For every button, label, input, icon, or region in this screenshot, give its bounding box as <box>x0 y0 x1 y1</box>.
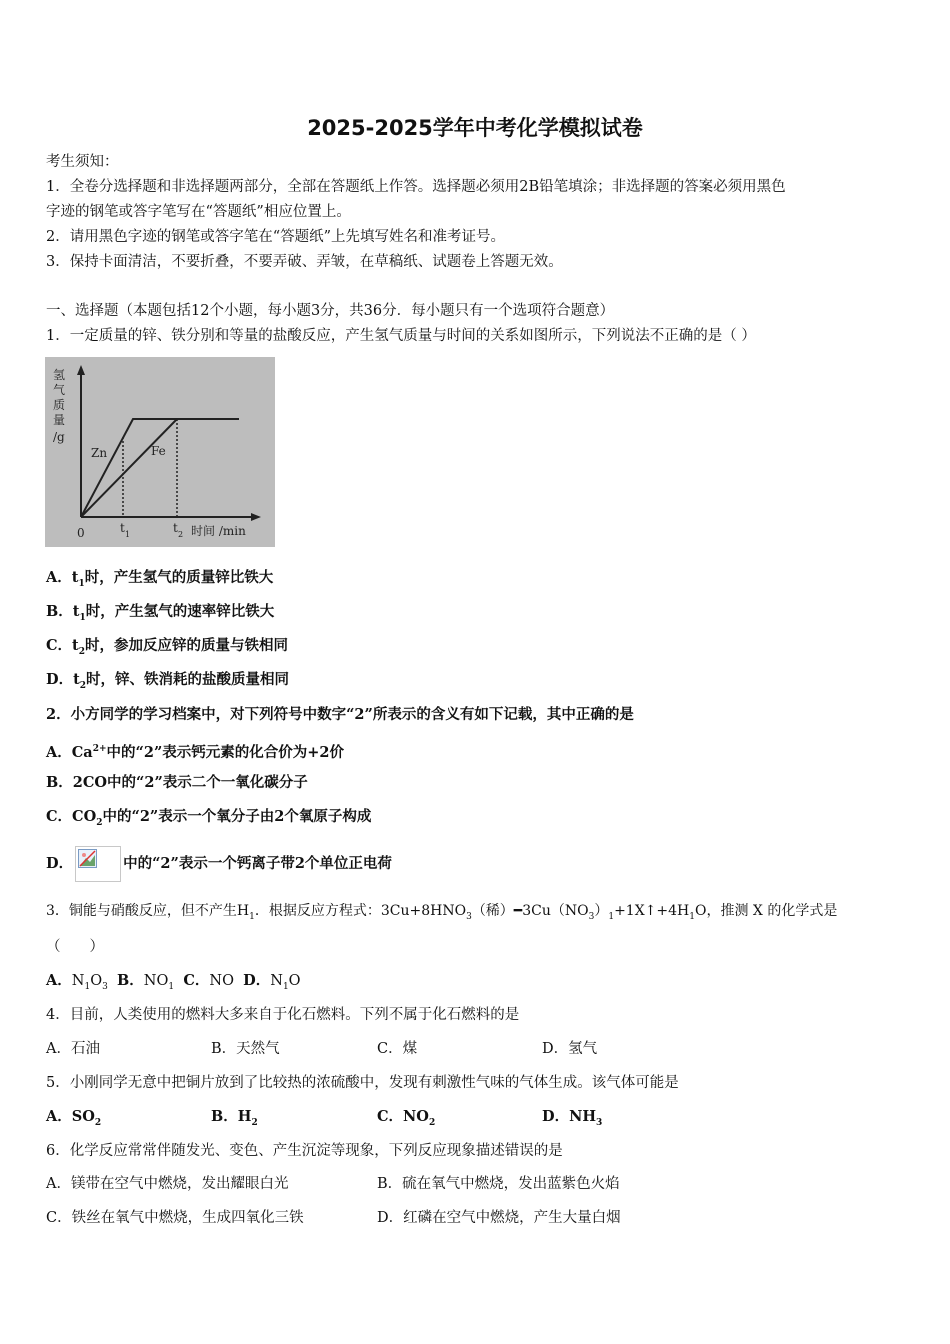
option-superscript: 2+ <box>92 744 107 754</box>
fe-curve <box>81 419 177 517</box>
notice-item: 2．请用黑色字迹的钢笔或答字笔在“答题纸”上先填写姓名和准考证号。 <box>46 229 506 245</box>
option-formula: N <box>71 973 85 989</box>
option-letter: A． <box>46 743 72 761</box>
option <box>377 1107 542 1133</box>
option-formula: O <box>288 973 301 989</box>
q2-option-c <box>46 807 371 833</box>
option: D．红磷在空气中燃烧，产生大量白烟 <box>377 1210 621 1226</box>
broken-image-icon <box>75 846 121 882</box>
option-letter: C． <box>377 1108 404 1125</box>
question-3-stem <box>46 901 837 927</box>
y-axis-label-char: 氢 <box>53 368 66 382</box>
question-2-stem: 2．小方同学的学习档案中，对下列符号中数字“2”所表示的含义有如下记载，其中正确的是 <box>46 706 634 723</box>
option-symbol: t <box>73 671 80 688</box>
option-formula: N <box>270 973 283 989</box>
fe-label: Fe <box>151 444 166 458</box>
t1-label: t <box>120 521 125 535</box>
t2-label: t <box>173 521 178 535</box>
notice-item: 字迹的钢笔或答字笔写在“答题纸”相应位置上。 <box>46 204 351 220</box>
option-letter: B． <box>46 603 73 620</box>
option-letter: D． <box>243 972 271 989</box>
stem-subscript: 1 <box>249 911 255 922</box>
image-placeholder-icon <box>78 849 98 869</box>
stem-part: ） <box>594 903 609 919</box>
stem-part: （稀）━3Cu（NO <box>471 903 589 919</box>
q1-option-d <box>46 670 289 696</box>
question-5-stem: 5．小刚同学无意中把铜片放到了比较热的浓硫酸中，发现有刺激性气味的气体生成。该气体可能是 <box>46 1075 679 1091</box>
option-formula: NO <box>403 1108 429 1125</box>
origin-label: 0 <box>77 526 85 540</box>
option: B．硫在氧气中燃烧，发出蓝紫色火焰 <box>377 1176 620 1192</box>
option-formula: O <box>90 973 103 989</box>
option-text: 中的“2”表示钙元素的化合价为+2价 <box>106 743 345 761</box>
option-text: 中的“2”表示一个氧分子由2个氧原子构成 <box>102 808 372 825</box>
option-text: 中的“2”表示一个钙离子带2个单位正电荷 <box>123 855 392 872</box>
y-axis-arrow-icon <box>77 365 85 375</box>
q1-option-c <box>46 636 288 662</box>
option-subscript: 1 <box>84 981 91 992</box>
option: B．天然气 <box>211 1041 280 1057</box>
option-subscript: 2 <box>94 1117 102 1128</box>
option-text: 时，产生氢气的速率锌比铁大 <box>85 603 275 620</box>
t1-subscript: 1 <box>125 530 131 539</box>
stem-subscript: 1 <box>608 911 615 922</box>
option-symbol: t <box>72 603 80 620</box>
option-subscript: 3 <box>596 1117 603 1128</box>
t2-subscript: 2 <box>178 530 184 539</box>
q5-options <box>46 1107 602 1133</box>
option-letter: B． <box>211 1108 238 1125</box>
x-axis-label: 时间 /min <box>191 524 246 538</box>
stem-subscript: 3 <box>466 911 472 922</box>
q1-option-a <box>46 568 273 594</box>
option-letter: C． <box>46 637 73 654</box>
option: A．石油 <box>46 1041 100 1057</box>
section-heading: 一、选择题（本题包括12个小题，每小题3分，共36分．每小题只有一个选项符合题意） <box>46 303 615 319</box>
stem-part: 3．铜能与硝酸反应，但不产生H <box>46 903 250 919</box>
option-letter: A． <box>46 569 72 586</box>
option-subscript: 1 <box>78 578 85 589</box>
option-letter: B． <box>117 972 144 989</box>
stem-part: ．根据反应方程式：3Cu+8HNO <box>254 903 467 919</box>
option-formula: NO <box>209 973 234 989</box>
option-text: 时，锌、铁消耗的盐酸质量相同 <box>86 671 290 688</box>
option-letter: D． <box>46 671 74 688</box>
option: C．铁丝在氧气中燃烧，生成四氧化三铁 <box>46 1210 304 1226</box>
option-formula: NO <box>143 973 169 989</box>
x-axis-arrow-icon <box>251 513 261 521</box>
q4-options <box>46 1039 597 1059</box>
option: C．煤 <box>377 1041 418 1057</box>
option-formula: CO <box>72 808 97 825</box>
option-text: 时，参加反应锌的质量与铁相同 <box>85 637 289 654</box>
option-subscript: 2 <box>79 680 87 691</box>
stem-subscript: 1 <box>689 911 695 922</box>
option <box>46 1107 211 1133</box>
option-letter: C． <box>183 972 210 989</box>
q3-options <box>46 971 301 997</box>
y-axis-label-char: 气 <box>53 383 66 397</box>
notice-item: 3．保持卡面清洁，不要折叠，不要弄破、弄皱，在草稿纸、试题卷上答题无效。 <box>46 254 563 270</box>
y-axis-label-char: 质 <box>53 398 66 412</box>
graph-svg <box>45 357 275 547</box>
question-6-stem: 6．化学反应常常伴随发光、变色、产生沉淀等现象，下列反应现象描述错误的是 <box>46 1143 563 1159</box>
stem-part: O，推测 X 的化学式是 <box>695 903 838 919</box>
question-1-stem: 1．一定质量的锌、铁分别和等量的盐酸反应，产生氢气质量与时间的关系如图所示，下列说法不正确的是（ ） <box>46 328 756 344</box>
stem-part: +1X↑+4H <box>614 903 690 919</box>
option-subscript: 2 <box>78 646 86 657</box>
option-formula: NH <box>569 1108 597 1125</box>
option <box>211 1107 377 1133</box>
question-4-stem: 4．目前，人类使用的燃料大多来自于化石燃料。下列不属于化石燃料的是 <box>46 1007 520 1023</box>
page-title: 2025-2025学年中考化学模拟试卷 <box>307 116 643 140</box>
option-subscript: 3 <box>102 981 108 992</box>
zn-label: Zn <box>91 446 108 460</box>
option-letter: D． <box>46 855 74 872</box>
option-subscript: 2 <box>96 817 103 828</box>
option-letter: C． <box>46 808 73 825</box>
option-formula: Ca <box>71 743 93 761</box>
option: A．镁带在空气中燃烧，发出耀眼白光 <box>46 1176 289 1192</box>
q2-option-b: B．2CO中的“2”表示二个一氧化碳分子 <box>46 774 308 791</box>
q1-option-b <box>46 602 274 628</box>
q2-option-a <box>46 739 344 763</box>
option-formula: SO <box>71 1108 95 1125</box>
option-subscript: 2 <box>428 1117 436 1128</box>
option-formula: H <box>237 1108 252 1125</box>
option-letter: A． <box>46 1108 72 1125</box>
stem-subscript: 3 <box>588 911 595 922</box>
hydrogen-mass-time-graph <box>45 357 275 547</box>
option-symbol: t <box>72 637 79 654</box>
option-subscript: 2 <box>251 1117 258 1128</box>
zn-curve <box>81 419 239 517</box>
notice-heading: 考生须知： <box>46 154 119 170</box>
option-subscript: 1 <box>282 981 289 992</box>
option: D．氢气 <box>542 1041 598 1057</box>
option-letter: A． <box>46 972 72 989</box>
answer-parentheses: （ ） <box>46 939 104 955</box>
option-symbol: t <box>71 569 79 586</box>
q6-options-row2 <box>46 1208 621 1228</box>
notice-item: 1．全卷分选择题和非选择题两部分，全部在答题纸上作答。选择题必须用2B铅笔填涂；非选择题的答案必须用黑色 <box>46 179 786 195</box>
option <box>542 1107 602 1133</box>
y-axis-label-char: /g <box>53 430 65 444</box>
q2-option-d <box>46 846 392 882</box>
option-letter: D． <box>542 1108 570 1125</box>
option-text: 时，产生氢气的质量锌比铁大 <box>84 569 274 586</box>
q6-options-row1 <box>46 1174 620 1194</box>
option-subscript: 1 <box>168 981 175 992</box>
y-axis-label-char: 量 <box>53 413 66 427</box>
option-subscript: 1 <box>79 612 86 623</box>
